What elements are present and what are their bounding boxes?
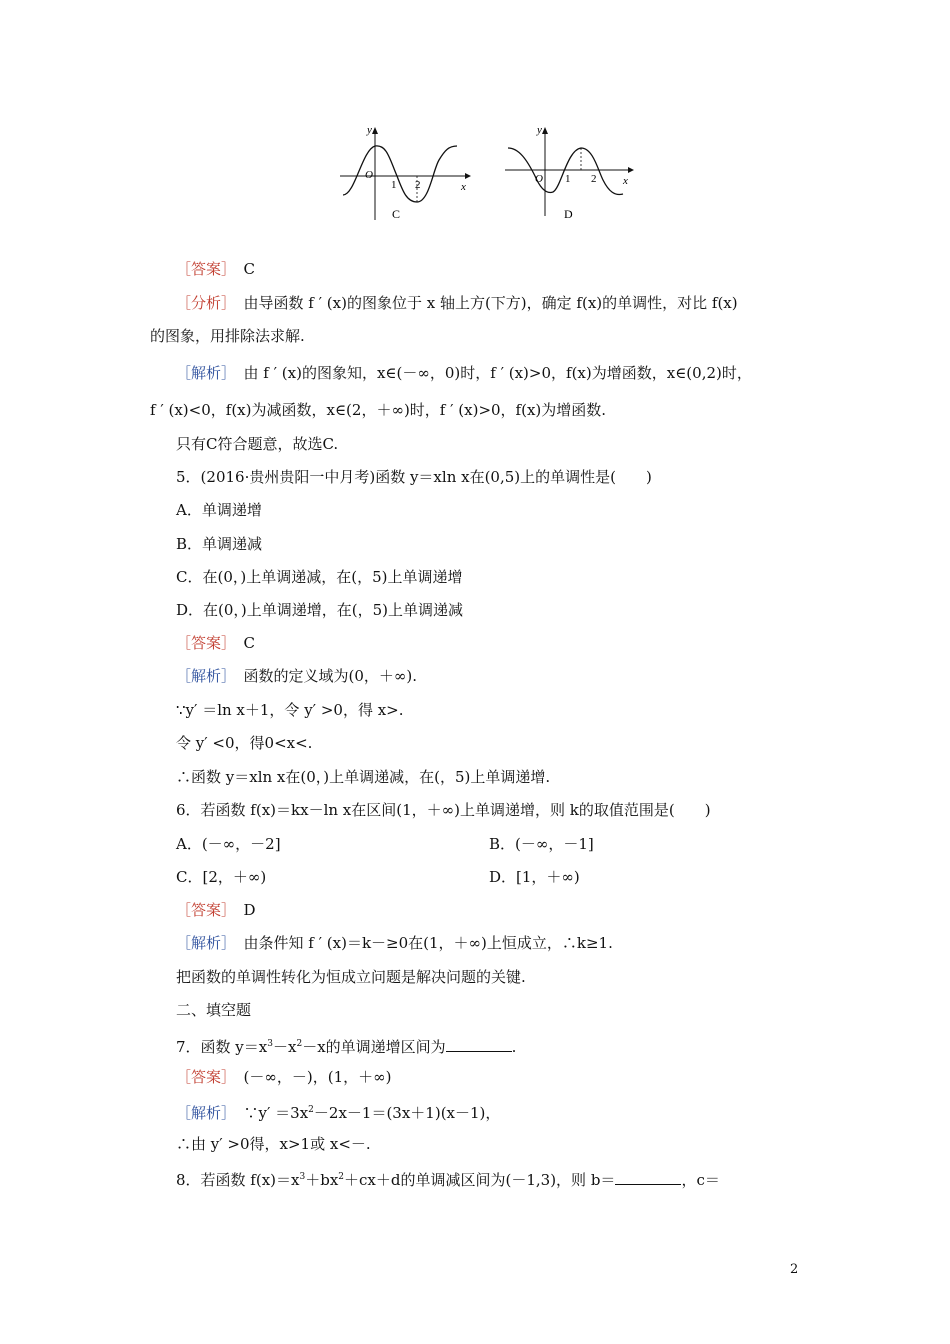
question-6: 6．若函数 f(x)＝kx－ln x在区间(1，＋∞)上单调递增，则 k的取值范围是( ) <box>176 801 711 819</box>
graph-c-tick-1: 1 <box>391 179 397 191</box>
answer-blank-b <box>615 1170 681 1185</box>
question-5: 5．(2016·贵州贵阳一中月考)函数 y＝xln x在(0,5)上的单调性是( ) <box>176 468 652 486</box>
answer-4: ［答案］ C <box>176 260 255 278</box>
q5-option-d: D．在(0，)上单调递增，在(，5)上单调递减 <box>176 601 464 619</box>
function-graphs <box>335 120 645 230</box>
solution-7-conclusion: ∴由 y′ >0得，x>1或 x<－. <box>176 1135 371 1153</box>
solution-5-step1: ∵y′ ＝ln x＋1，令 y′ >0，得 x>. <box>176 701 404 719</box>
q6-option-d: D．[1，＋∞) <box>489 868 580 886</box>
answer-blank <box>446 1037 512 1052</box>
answer-5: ［答案］ C <box>176 634 255 652</box>
q6-option-b: B．(－∞，－1] <box>489 835 594 853</box>
answer-7: ［答案］ (－∞，－)，(1，＋∞) <box>176 1068 392 1086</box>
solution-4-cont: f ′ (x)<0，f(x)为减函数，x∈(2，＋∞)时，f ′ (x)>0，f(x)为增函数. <box>150 401 607 419</box>
question-8: 8．若函数 $f(x)=x^3+bx^2+cx+d$的单调减区间为(－1,3)，则 b＝ ，c＝ <box>176 1171 720 1189</box>
graph-d <box>503 120 643 230</box>
graph-d-tick-1: 1 <box>565 173 571 185</box>
solution-7: ［解析］ ∵y′ $=3x^2-2x-1=(3x+1)(x-1)$， <box>176 1104 501 1122</box>
solution-5: ［解析］ 函数的定义域为(0，＋∞). <box>176 667 418 685</box>
graph-d-tick-2: 2 <box>591 173 597 185</box>
solution-6: ［解析］ 由条件知 f ′ (x)＝k－≥0在(1，＋∞)上恒成立，∴k≥1. <box>176 934 613 952</box>
analysis-4: ［分析］ 由导函数 f ′ (x)的图象位于 x 轴上方(下方)，确定 f(x)的单调性，对比 f(x) <box>176 294 738 312</box>
q5-option-b: B．单调递减 <box>176 535 263 553</box>
graph-d-x-label: x <box>623 175 628 187</box>
graph-d-caption: D <box>564 207 573 221</box>
question-7: 7．函数 $y=x^3-x^2-x$的单调递增区间为 . <box>176 1038 517 1056</box>
section-heading-fill-blank: 二、填空题 <box>176 1001 252 1019</box>
page-number: 2 <box>790 1262 799 1277</box>
solution-5-conclusion: ∴函数 y＝xln x在(0，)上单调递减，在(，5)上单调递增. <box>176 768 551 786</box>
solution-4: ［解析］ 由 f ′ (x)的图象知，x∈(－∞，0)时，f ′ (x)>0，f(x)为增函数，x∈(0,2)时， <box>176 364 752 382</box>
graph-c-tick-2: 2 <box>415 179 421 191</box>
graph-c <box>335 120 475 230</box>
graph-c-x-label: x <box>461 181 466 193</box>
analysis-4-cont: 的图象，用排除法求解. <box>150 327 305 345</box>
graph-d-origin: O <box>535 173 543 185</box>
solution-5-step2: 令 y′ <0，得0<x<. <box>176 734 313 752</box>
q6-option-c: C．[2，＋∞) <box>176 868 267 886</box>
graph-d-y-label: y <box>537 124 542 136</box>
q5-option-c: C．在(0，)上单调递减，在(，5)上单调递增 <box>176 568 463 586</box>
graph-c-caption: C <box>392 207 401 221</box>
graph-c-origin: O <box>365 169 373 181</box>
q6-option-a: A．(－∞，－2] <box>176 835 281 853</box>
q5-option-a: A．单调递增 <box>176 501 262 519</box>
solution-6-note: 把函数的单调性转化为恒成立问题是解决问题的关键. <box>176 968 526 986</box>
solution-4-conclusion: 只有C符合题意，故选C. <box>176 435 339 453</box>
graph-c-y-label: y <box>367 124 372 136</box>
answer-6: ［答案］ D <box>176 901 256 919</box>
